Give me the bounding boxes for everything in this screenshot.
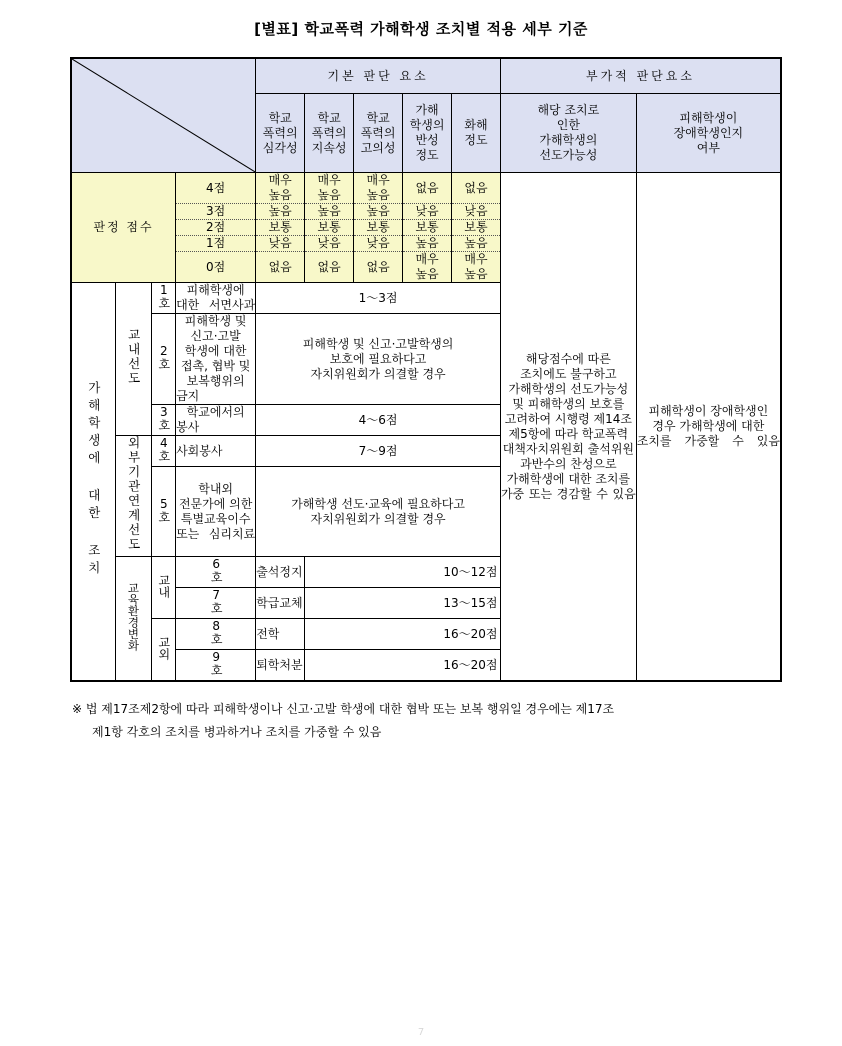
footnote-line-2: 제1항 각호의 조치를 병과하거나 조치를 가중할 수 있음: [92, 724, 382, 739]
measure-no-4: [151, 436, 175, 467]
measure-no-text: 1호: [156, 283, 171, 309]
score-value: 없음: [256, 252, 305, 283]
score-row: [71, 173, 781, 204]
group-label-external-guidance: [116, 436, 152, 557]
header-col-severity: 학교 폭력의 심각성: [256, 94, 305, 173]
score-value: 보통: [403, 220, 452, 236]
subgroup-label-text: 교외: [156, 635, 171, 660]
range-line: 10～12점: [443, 564, 498, 579]
score-value: 보통: [305, 220, 354, 236]
header-group-basic: 기본 판단 요소: [256, 58, 501, 94]
score-points: 4점: [176, 173, 256, 204]
score-value: 높음: [403, 236, 452, 252]
measure-no-6: [176, 557, 256, 588]
measure-no-7: [176, 588, 256, 619]
measure-no-text: 9호: [209, 650, 224, 676]
measure-no-text: 2호: [156, 344, 171, 370]
score-value: 매우 높음: [403, 252, 452, 283]
diagonal-line-icon: [72, 59, 255, 172]
criteria-table-container: [0, 57, 842, 682]
score-value: 높음: [452, 236, 501, 252]
score-points: 2점: [176, 220, 256, 236]
measure-text-6: 출석정지: [256, 557, 305, 588]
header-group-additional: 부가적 판단요소: [500, 58, 781, 94]
range-line: 13～15점: [443, 595, 498, 610]
range-line: 16～20점: [443, 657, 498, 672]
measure-range-9: [305, 650, 637, 682]
header-col-remorse: 가해 학생의 반성 정도: [403, 94, 452, 173]
score-value: 높음: [305, 204, 354, 220]
measure-no-text: 3호: [156, 405, 171, 431]
measure-no-3: [151, 405, 175, 436]
score-value: 높음: [354, 204, 403, 220]
header-group-row: [71, 58, 781, 94]
measure-text-3: 학교에서의 봉사: [176, 405, 256, 436]
group-label-text: 교육환경변화: [126, 582, 141, 651]
score-value: 낮음: [452, 204, 501, 220]
criteria-table: [70, 57, 782, 682]
group-label-internal-guidance: [116, 283, 152, 436]
measure-text-1: 피해학생에 대한 서면사과: [176, 283, 256, 312]
score-value: 없음: [403, 173, 452, 204]
header-col-guidance-possibility: 해당 조치로 인한 가해학생의 선도가능성: [500, 94, 636, 173]
group-label-text: 교내선도: [126, 328, 142, 386]
measure-no-text: 6호: [209, 557, 224, 583]
score-value: 매우 높음: [256, 173, 305, 204]
measure-range-6: [305, 557, 637, 588]
header-col-intent: 학교 폭력의 고의성: [354, 94, 403, 173]
subgroup-label-text: 교내: [156, 573, 171, 598]
footnote: [0, 682, 842, 744]
page-number: 7: [417, 1027, 425, 1038]
measure-range-5: [256, 467, 501, 557]
range-line: 7～9점: [358, 443, 398, 458]
range-line: 자치위원회가 의결할 경우: [310, 366, 446, 381]
measure-range-2: [256, 314, 501, 405]
score-points: 3점: [176, 204, 256, 220]
measure-no-5: [151, 467, 175, 557]
side-column-guidance-possibility: 해당점수에 따른 조치에도 불구하고 가해학생의 선도가능성 및 피해학생의 보호를 고려하여 시행령 제14조 제5항에 따라 학교폭력 대책자치위원회 출석위원 과반수의 찬성으로 가해학생에 대한 조치를 가중 또는 경감할 수 있음: [500, 173, 636, 682]
measure-range-3: [256, 405, 501, 436]
range-line: 피해학생 및 신고·고발학생의: [302, 336, 454, 351]
score-value: 없음: [305, 252, 354, 283]
score-value: 보통: [452, 220, 501, 236]
measure-text-7: 학급교체: [256, 588, 305, 619]
group-label-text: 외부기관연계선도: [126, 436, 142, 552]
measure-text-9: 퇴학처분: [256, 650, 305, 682]
score-value: 없음: [452, 173, 501, 204]
footnote-line-1: ※ 법 제17조제2항에 따라 피해학생이나 신고·고발 학생에 대한 협박 또는 보복 행위일 경우에는 제17조: [72, 702, 615, 716]
measure-text-2: 피해학생 및 신고·고발 학생에 대한 접촉, 협박 및 보복행위의 금지: [176, 314, 256, 405]
measure-range-8: [305, 619, 637, 650]
measure-no-text: 4호: [156, 436, 171, 462]
measure-range-4: [256, 436, 501, 467]
range-line: 자치위원회가 의결할 경우: [310, 511, 446, 526]
score-value: 낮음: [256, 236, 305, 252]
score-value: 매우 높음: [354, 173, 403, 204]
score-value: 없음: [354, 252, 403, 283]
range-line: 4～6점: [358, 412, 398, 427]
measure-no-2: [151, 314, 175, 405]
measure-text-5: 학내외 전문가에 의한 특별교육이수 또는 심리치료: [176, 467, 256, 557]
measure-no-1: [151, 283, 175, 314]
group-label-environment-change: [116, 557, 152, 682]
range-line: 보호에 필요하다고: [329, 351, 427, 366]
range-line: 가해학생 선도·교육에 필요하다고: [291, 496, 465, 511]
measure-no-text: 7호: [209, 588, 224, 614]
measure-no-8: [176, 619, 256, 650]
page-title: [별표] 학교폭력 가해학생 조치별 적용 세부 기준: [254, 20, 588, 38]
side-column-disabled-victim: 피해학생이 장애학생인 경우 가해학생에 대한 조치를 가중할 수 있음: [636, 173, 781, 682]
score-value: 낮음: [403, 204, 452, 220]
measure-range-1: [256, 283, 501, 314]
corner-diagonal-cell: [71, 58, 256, 173]
score-value: 매우 높음: [452, 252, 501, 283]
score-value: 보통: [354, 220, 403, 236]
measure-text-4: 사회봉사: [176, 436, 256, 467]
measure-text-8: 전학: [256, 619, 305, 650]
score-points: 0점: [176, 252, 256, 283]
score-value: 높음: [256, 204, 305, 220]
measure-no-text: 5호: [156, 496, 171, 523]
root-label-text: 가해학생에 대한 조치: [86, 380, 102, 579]
measure-no-text: 8호: [209, 619, 224, 645]
score-value: 낮음: [305, 236, 354, 252]
range-line: 1～3점: [358, 290, 398, 305]
score-value: 낮음: [354, 236, 403, 252]
measure-range-7: [305, 588, 637, 619]
score-section-label: 판정 점수: [71, 173, 176, 283]
score-points: 1점: [176, 236, 256, 252]
header-col-reconciliation: 화해 정도: [452, 94, 501, 173]
measure-no-9: [176, 650, 256, 682]
header-col-persistence: 학교 폭력의 지속성: [305, 94, 354, 173]
header-col-disabled-victim: 피해학생이 장애학생인지 여부: [636, 94, 781, 173]
root-label-measures: [71, 283, 116, 682]
subgroup-label-internal: [151, 557, 175, 619]
score-value: 매우 높음: [305, 173, 354, 204]
subgroup-label-external: [151, 619, 175, 682]
score-value: 보통: [256, 220, 305, 236]
range-line: 16～20점: [443, 626, 498, 641]
